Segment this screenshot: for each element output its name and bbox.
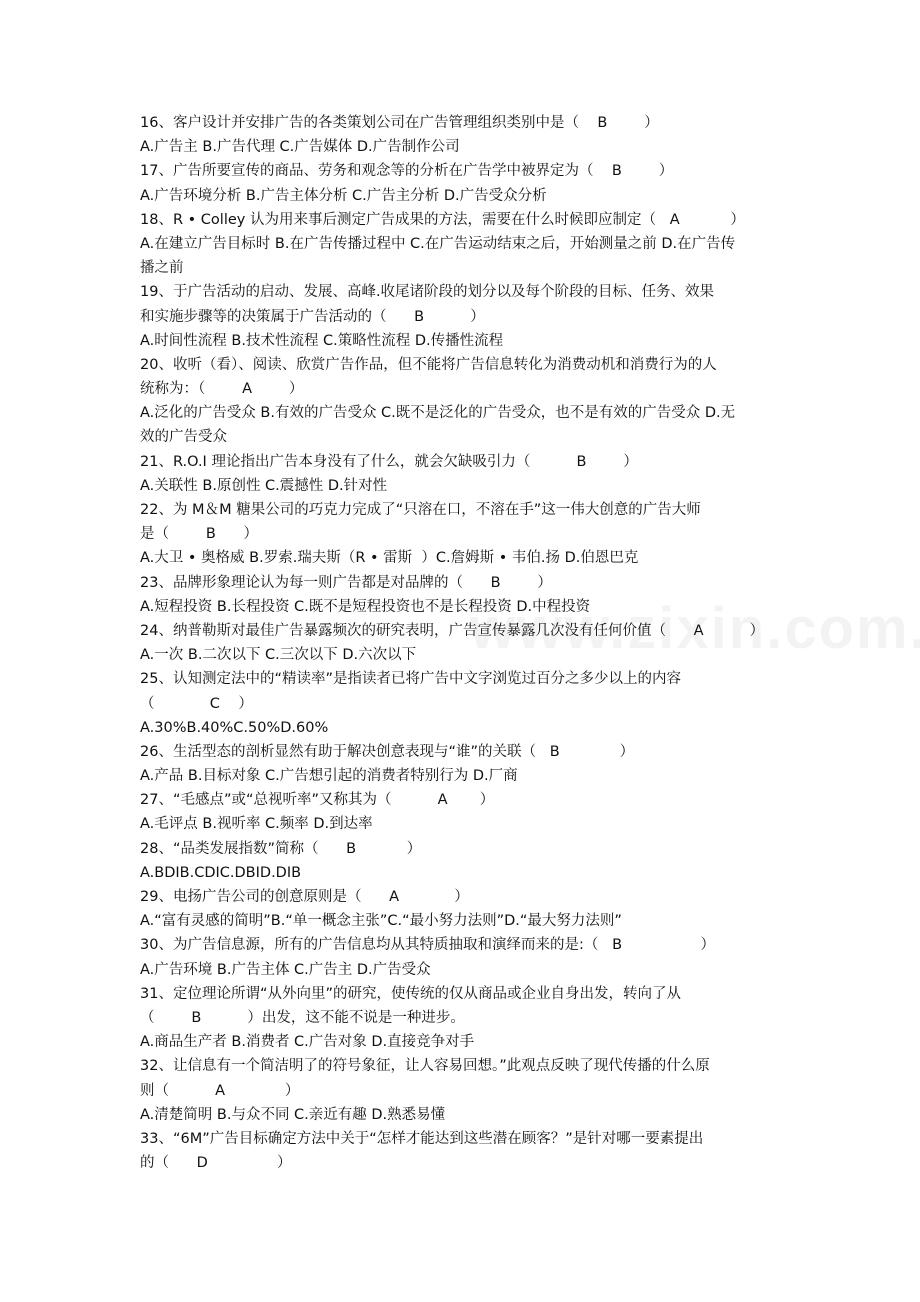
text-line: （ B ）出发，这不能不说是一种进步。 xyxy=(140,1009,465,1026)
text-line: 和实施步骤等的决策属于广告活动的（ B ） xyxy=(140,308,485,325)
text-line: A.产品 B.目标对象 C.广告想引起的消费者特别行为 D.厂商 xyxy=(140,768,518,785)
text-line: A.短程投资 B.长程投资 C.既不是短程投资也不是长程投资 D.中程投资 xyxy=(140,598,591,615)
text-line: A.大卫 • 奥格威 B.罗索.瑞夫斯（R • 雷斯 ）C.詹姆斯 • 韦伯.扬 D.伯恩巴克 xyxy=(140,550,639,567)
document-body xyxy=(140,111,784,1175)
text-line: 16、客户设计并安排广告的各类策划公司在广告管理组织类别中是（ B ） xyxy=(140,115,659,131)
text-line: 25、认知测定法中的“精读率”是指读者已将广告中文字浏览过百分之多少以上的内容 xyxy=(140,671,681,688)
text-line: A.在建立广告目标时 B.在广告传播过程中 C.在广告运动结束之后，开始测量之前 D.在广告传 xyxy=(140,235,736,252)
text-line: 19、于广告活动的启动、发展、高峰.收尾诸阶段的划分以及每个阶段的目标、任务、效果 xyxy=(140,284,715,301)
text-line: 是（ B ） xyxy=(140,526,258,543)
text-line: 18、R • Colley 认为用来事后测定广告成果的方法，需要在什么时候即应制定（ A ） xyxy=(140,211,745,228)
text-line: 统称为：（ A ） xyxy=(140,381,304,398)
text-line: A.广告主 B.广告代理 C.广告媒体 D.广告制作公司 xyxy=(140,139,460,156)
text-line: A.毛评点 B.视听率 C.频率 D.到达率 xyxy=(140,816,373,833)
text-line: 33、“6M”广告目标确定方法中关于“怎样才能达到这些潜在顾客？”是针对哪一要素提出 xyxy=(140,1130,704,1147)
text-line: 则（ A ） xyxy=(140,1082,300,1099)
text-line: A.泛化的广告受众 B.有效的广告受众 C.既不是泛化的广告受众，也不是有效的广告受众 D.无 xyxy=(140,405,736,422)
text-line: A.30%B.40%C.50%D.60% xyxy=(140,719,329,736)
text-line: 29、电扬广告公司的创意原则是（ A ） xyxy=(140,889,469,905)
text-line: 21、R.O.I 理论指出广告本身没有了什么，就会欠缺吸引力（ B ） xyxy=(140,453,638,470)
text-line: 效的广告受众 xyxy=(140,429,227,446)
text-line: 30、为广告信息源，所有的广告信息均从其特质抽取和演绎而来的是:（ B ） xyxy=(140,937,715,954)
text-line: 20、收听（看）、阅读、欣赏广告作品，但不能将广告信息转化为消费动机和消费行为的人 xyxy=(140,356,717,373)
text-line: A.时间性流程 B.技术性流程 C.策略性流程 D.传播性流程 xyxy=(140,332,504,349)
text-line: 24、纳普勒斯对最佳广告暴露频次的研究表明，广告宣传暴露几次没有任何价值（ A ） xyxy=(140,622,765,639)
text-line: A.商品生产者 B.消费者 C.广告对象 D.直接竞争对手 xyxy=(140,1034,475,1051)
text-line: 26、生活型态的剖析显然有助于解决创意表现与“谁”的关联（ B ） xyxy=(140,743,635,760)
text-line: 22、为 M＆M 糖果公司的巧克力完成了“只溶在口，不溶在手”这一伟大创意的广告大师 xyxy=(140,502,701,518)
text-line: 31、定位理论所谓“从外向里”的研究，使传统的仅从商品或企业自身出发，转向了从 xyxy=(140,985,681,1002)
text-line: 23、品牌形象理论认为每一则广告都是对品牌的（ B ） xyxy=(140,574,552,591)
text-line: 播之前 xyxy=(140,260,184,277)
text-line: A.广告环境分析 B.广告主体分析 C.广告主分析 D.广告受众分析 xyxy=(140,187,547,204)
text-line: A.关联性 B.原创性 C.震撼性 D.针对性 xyxy=(140,477,388,494)
text-line: 28、“品类发展指数”简称（ B ） xyxy=(140,840,422,857)
text-line: （ C ） xyxy=(140,695,253,712)
text-line: 32、让信息有一个简洁明了的符号象征，让人容易回想。”此观点反映了现代传播的什么原 xyxy=(140,1058,710,1075)
text-line: A.广告环境 B.广告主体 C.广告主 D.广告受众 xyxy=(140,961,431,978)
text-line: A.一次 B.二次以下 C.三次以下 D.六次以下 xyxy=(140,647,417,664)
text-line: A.“富有灵感的简明”B.“单一概念主张”C.“最小努力法则”D.“最大努力法则” xyxy=(140,913,622,930)
text-line: A.BDIB.CDIC.DBID.DIB xyxy=(140,864,302,881)
text-line: 27、“毛感点”或“总视听率”又称其为（ A ） xyxy=(140,792,495,809)
text-line: 的（ D ） xyxy=(140,1155,292,1172)
text-line: A.清楚简明 B.与众不同 C.亲近有趣 D.熟悉易懂 xyxy=(140,1106,446,1123)
text-line: 17、广告所要宣传的商品、劳务和观念等的分析在广告学中被界定为（ B ） xyxy=(140,163,674,180)
